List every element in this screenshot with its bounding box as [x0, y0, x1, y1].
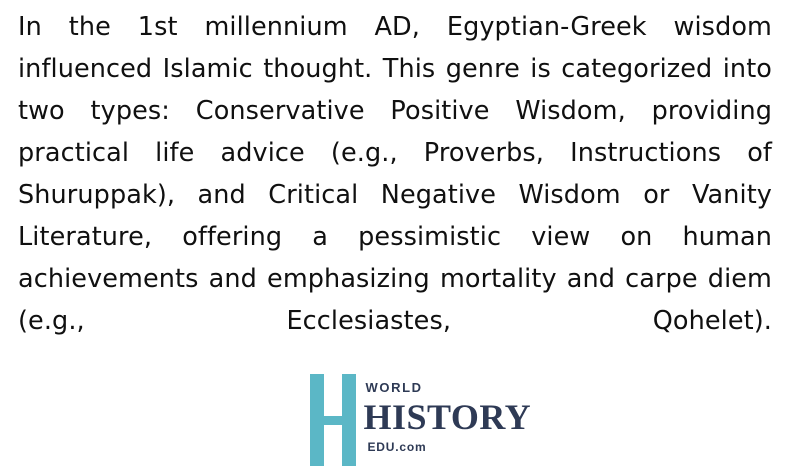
logo-main-word: HISTORY [363, 397, 532, 437]
logo-bottom-word: EDU.com [367, 440, 427, 454]
h-icon-cross-stroke [310, 416, 356, 425]
h-letter-icon [304, 374, 362, 466]
logo-top-word: WORLD [365, 380, 423, 395]
logo-container [304, 374, 532, 466]
site-logo [0, 374, 789, 466]
body-paragraph: In the 1st millennium AD, Egyptian-Greek wisdom influenced Islamic thought. This genre is categorized into two types: Conservative Positive Wisdom, providing practical life advice (e.g., Proverbs, Instructions of Shuruppak), and Critical Negative Wisdom or Vanity Literature, offering a pessimistic view on human achievements and emphasizing mortality and carpe diem (e.g., Ecclesiastes, Qohelet). [18, 12, 772, 336]
